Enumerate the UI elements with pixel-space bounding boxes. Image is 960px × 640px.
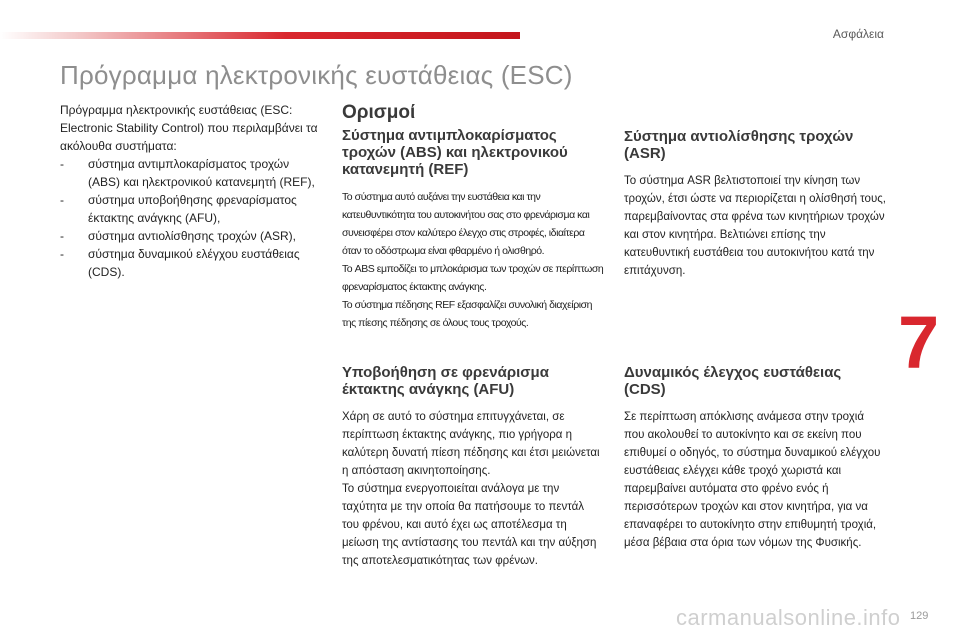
afu-section xyxy=(342,364,604,570)
intro-column xyxy=(60,101,322,281)
section-label: Ασφάλεια xyxy=(832,27,884,41)
list-item: - σύστημα αντιολίσθησης τροχών (ASR), xyxy=(60,229,296,243)
list-dash: - xyxy=(60,247,64,261)
list-item: - σύστημα δυναμικού ελέγχου ευστάθειας (CDS). xyxy=(60,247,300,279)
page-number: 129 xyxy=(910,610,929,622)
definitions-heading: Ορισμοί xyxy=(342,102,416,123)
abs-ref-heading: Σύστημα αντιμπλοκαρίσματος τροχών (ABS) και ηλεκτρονικού κατανεμητή (REF) xyxy=(342,127,568,178)
header-accent-bar xyxy=(0,32,520,39)
afu-heading: Υποβοήθηση σε φρενάρισμα έκτακτης ανάγκης (AFU) xyxy=(342,364,549,398)
cds-paragraph: Σε περίπτωση απόκλισης ανάμεσα στην τροχιά που ακολουθεί το αυτοκίνητο και σε εκείνη που επιθυμεί ο οδηγός, το σύστημα δυναμικού ελέγχου ευστάθειας ελέγχει κάθε τροχό χωριστά και παρεμβαίνει αυτόματα στο φρένο ενός ή περισσότερων τροχών και στον κινητήρα, για να επαναφέρει το αυτοκίνητο στην επιθυμητή τροχιά, μέσα βέβαια στα όρια των νόμων της Φυσικής. xyxy=(624,411,881,549)
asr-heading: Σύστημα αντιολίσθησης τροχών (ASR) xyxy=(624,128,854,162)
list-dash: - xyxy=(60,193,64,207)
afu-paragraph-1: Χάρη σε αυτό το σύστημα επιτυγχάνεται, σε περίπτωση έκτακτης ανάγκης, πιο γρήγορα η καλύτερη δυνατή πίεση πέδησης και έτσι μειώνεται η απόσταση ακινητοποίησης. xyxy=(342,411,600,477)
asr-paragraph: Το σύστημα ASR βελτιστοποιεί την κίνηση των τροχών, έτσι ώστε να περιορίζεται η ολίσθησή τους, παρεμβαίνοντας στα φρένα των κινητήριων τροχών και στον κινητήρα. Βελτιώνει επίσης την κατευθυντική ευστάθεια του αυτοκινήτου κατά την επιτάχυνση. xyxy=(624,175,886,277)
cds-section xyxy=(624,364,886,552)
intro-text: Πρόγραμμα ηλεκτρονικής ευστάθειας (ESC: Electronic Stability Control) που περιλαμβάνει τα ακόλουθα συστήματα: xyxy=(60,103,318,153)
list-item: - σύστημα αντιμπλοκαρίσματος τροχών (ABS) και ηλεκτρονικού κατανεμητή (REF), xyxy=(60,157,315,189)
abs-paragraph-3: Το σύστημα πέδησης REF εξασφαλίζει συνολική διαχείριση της πίεσης πέδησης σε όλους τους τροχούς. xyxy=(342,299,593,329)
intro-list xyxy=(60,155,322,281)
list-item: - σύστημα υποβοήθησης φρεναρίσματος έκτακτης ανάγκης (AFU), xyxy=(60,193,297,225)
list-dash: - xyxy=(60,229,64,243)
abs-paragraph-1: Το σύστημα αυτό αυξάνει την ευστάθεια και την κατευθυντικότητα του αυτοκινήτου σας στο φρενάρισμα και συνεισφέρει στον καλύτερο έλεγχο στις στροφές, ιδιαίτερα όταν το οδόστρωμα είναι φθαρμένο ή ολισθηρό. xyxy=(342,191,590,257)
cds-heading: Δυναμικός έλεγχος ευστάθειας (CDS) xyxy=(624,364,842,398)
watermark: carmanualsonline.info xyxy=(676,605,901,630)
page-title: Πρόγραμμα ηλεκτρονικής ευστάθειας (ESC) xyxy=(60,60,573,90)
list-dash: - xyxy=(60,157,64,171)
asr-section xyxy=(624,128,886,280)
abs-paragraph-2: Το ABS εμποδίζει το μπλοκάρισμα των τροχών σε περίπτωση φρεναρίσματος έκτακτης ανάγκης. xyxy=(342,263,604,293)
abs-ref-section xyxy=(342,127,604,332)
afu-paragraph-2: Το σύστημα ενεργοποιείται ανάλογα με την ταχύτητα με την οποία θα πατήσουμε το πεντάλ του φρένου, και αυτό έχει ως αποτέλεσμα τη μείωση της αντίστασης του πεντάλ και την αύξηση της αποτελεσματικότητας των φρένων. xyxy=(342,483,597,567)
chapter-number: 7 xyxy=(898,301,940,384)
